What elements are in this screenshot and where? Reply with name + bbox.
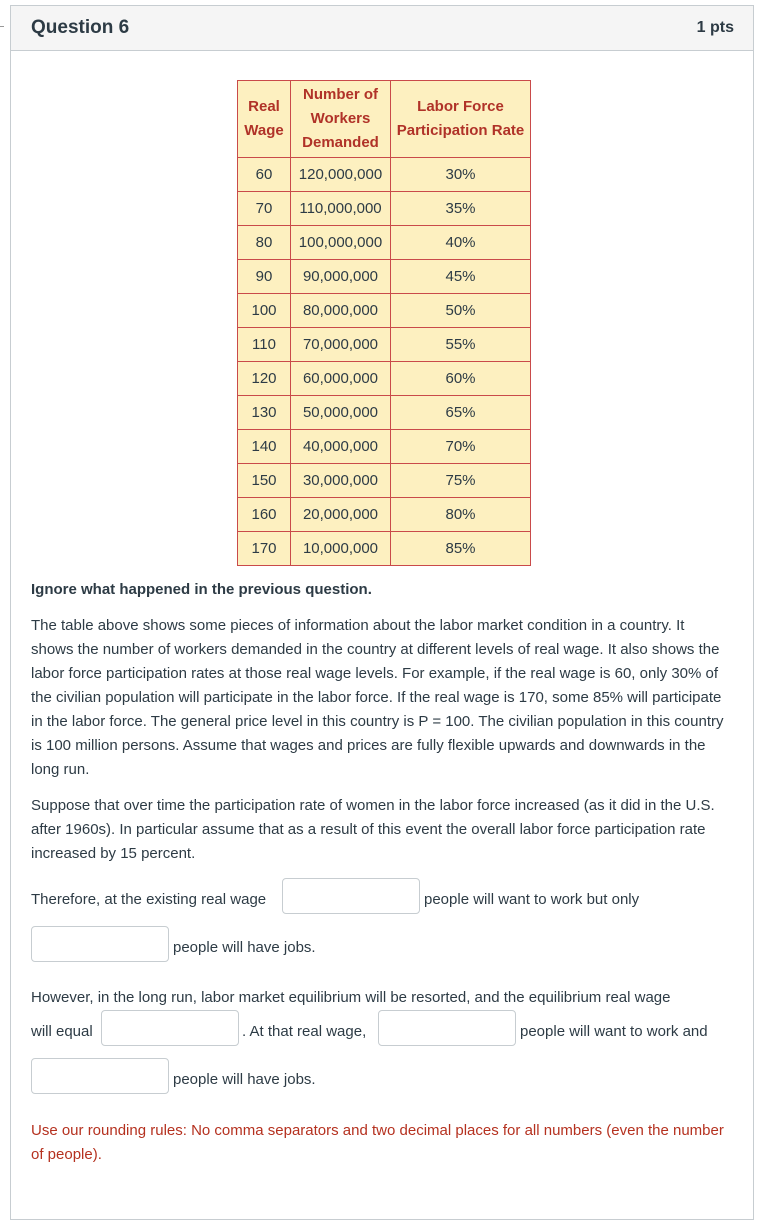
paragraph-1: The table above shows some pieces of information about the labor market condition in a country. It shows the number of workers demanded in the country at different levels of real wage. It also shows the labor force participation rates at those real wage levels. For example, if the real wage is 60, only 30% of the civilian population will participate in the labor force. If the real wage is 170, some 85% will participate in the labor force. The general price level in this country is P = 100. The civilian population in this country is 100 million persons. Assume that wages and prices are fully flexible upwards and downwards in the long run. <box>31 617 724 778</box>
answer-blank-3[interactable] <box>101 1010 239 1046</box>
table-row <box>238 158 531 192</box>
cell-participation-rate: 65% <box>391 396 531 430</box>
cell-participation-rate: 45% <box>391 260 531 294</box>
page-edge-mark <box>0 26 4 27</box>
table-row <box>238 464 531 498</box>
cell-workers-demanded: 30,000,000 <box>291 464 391 498</box>
question-points: 1 pts <box>696 19 734 36</box>
header-participation-rate: Labor Force Participation Rate <box>391 81 531 158</box>
cell-participation-rate: 80% <box>391 498 531 532</box>
cell-participation-rate: 60% <box>391 362 531 396</box>
cell-real-wage: 170 <box>238 532 291 566</box>
table-row <box>238 328 531 362</box>
cell-participation-rate: 50% <box>391 294 531 328</box>
cell-participation-rate: 40% <box>391 226 531 260</box>
will-have-jobs-text-2: people will have jobs. <box>173 1071 316 1088</box>
cell-workers-demanded: 10,000,000 <box>291 532 391 566</box>
cell-participation-rate: 70% <box>391 430 531 464</box>
cell-workers-demanded: 50,000,000 <box>291 396 391 430</box>
cell-participation-rate: 35% <box>391 192 531 226</box>
cell-real-wage: 90 <box>238 260 291 294</box>
table-row <box>238 294 531 328</box>
cell-workers-demanded: 70,000,000 <box>291 328 391 362</box>
cell-participation-rate: 75% <box>391 464 531 498</box>
question-card <box>10 5 754 1220</box>
answer-blank-5[interactable] <box>31 1058 169 1094</box>
cell-workers-demanded: 80,000,000 <box>291 294 391 328</box>
cell-workers-demanded: 20,000,000 <box>291 498 391 532</box>
answer-blank-4[interactable] <box>378 1010 516 1046</box>
table-row <box>238 532 531 566</box>
rounding-rules-note: Use our rounding rules: No comma separators and two decimal places for all numbers (even the number of people). <box>31 1122 724 1163</box>
cell-workers-demanded: 60,000,000 <box>291 362 391 396</box>
answer-blank-2[interactable] <box>31 926 169 962</box>
cell-participation-rate: 30% <box>391 158 531 192</box>
at-that-real-wage-text: . At that real wage, <box>242 1023 367 1040</box>
cell-workers-demanded: 110,000,000 <box>291 192 391 226</box>
table-row <box>238 498 531 532</box>
however-text: However, in the long run, labor market equilibrium will be resorted, and the equilibrium real wage <box>31 989 671 1006</box>
instruction-text: Ignore what happened in the previous question. <box>31 581 372 598</box>
cell-real-wage: 140 <box>238 430 291 464</box>
table-header-row <box>238 81 531 158</box>
cell-real-wage: 150 <box>238 464 291 498</box>
table-row <box>238 226 531 260</box>
cell-real-wage: 130 <box>238 396 291 430</box>
cell-workers-demanded: 90,000,000 <box>291 260 391 294</box>
will-equal-text: will equal <box>31 1023 93 1040</box>
answer-blank-1[interactable] <box>282 878 420 914</box>
header-real-wage: Real Wage <box>238 81 291 158</box>
question-title: Question 6 <box>31 17 130 38</box>
labor-market-table <box>237 80 531 566</box>
cell-participation-rate: 55% <box>391 328 531 362</box>
question-header <box>11 6 753 51</box>
table-row <box>238 192 531 226</box>
header-workers-demanded: Number of Workers Demanded <box>291 81 391 158</box>
cell-real-wage: 110 <box>238 328 291 362</box>
table-row <box>238 430 531 464</box>
cell-real-wage: 80 <box>238 226 291 260</box>
cell-real-wage: 60 <box>238 158 291 192</box>
cell-participation-rate: 85% <box>391 532 531 566</box>
table-row <box>238 260 531 294</box>
table-body <box>238 158 531 566</box>
paragraph-2: Suppose that over time the participation rate of women in the labor force increased (as it did in the U.S. after 1960s). In particular assume that as a result of this event the overall labor force participation rate increased by 15 percent. <box>31 797 715 862</box>
cell-workers-demanded: 40,000,000 <box>291 430 391 464</box>
cell-workers-demanded: 120,000,000 <box>291 158 391 192</box>
table-row <box>238 362 531 396</box>
cell-real-wage: 160 <box>238 498 291 532</box>
table-row <box>238 396 531 430</box>
cell-real-wage: 100 <box>238 294 291 328</box>
therefore-text: Therefore, at the existing real wage <box>31 891 267 908</box>
cell-real-wage: 70 <box>238 192 291 226</box>
will-have-jobs-text-1: people will have jobs. <box>173 939 316 956</box>
cell-workers-demanded: 100,000,000 <box>291 226 391 260</box>
cell-real-wage: 120 <box>238 362 291 396</box>
want-work-but-only-text: people will want to work but only <box>424 891 640 908</box>
want-work-and-text: people will want to work and <box>520 1023 708 1040</box>
